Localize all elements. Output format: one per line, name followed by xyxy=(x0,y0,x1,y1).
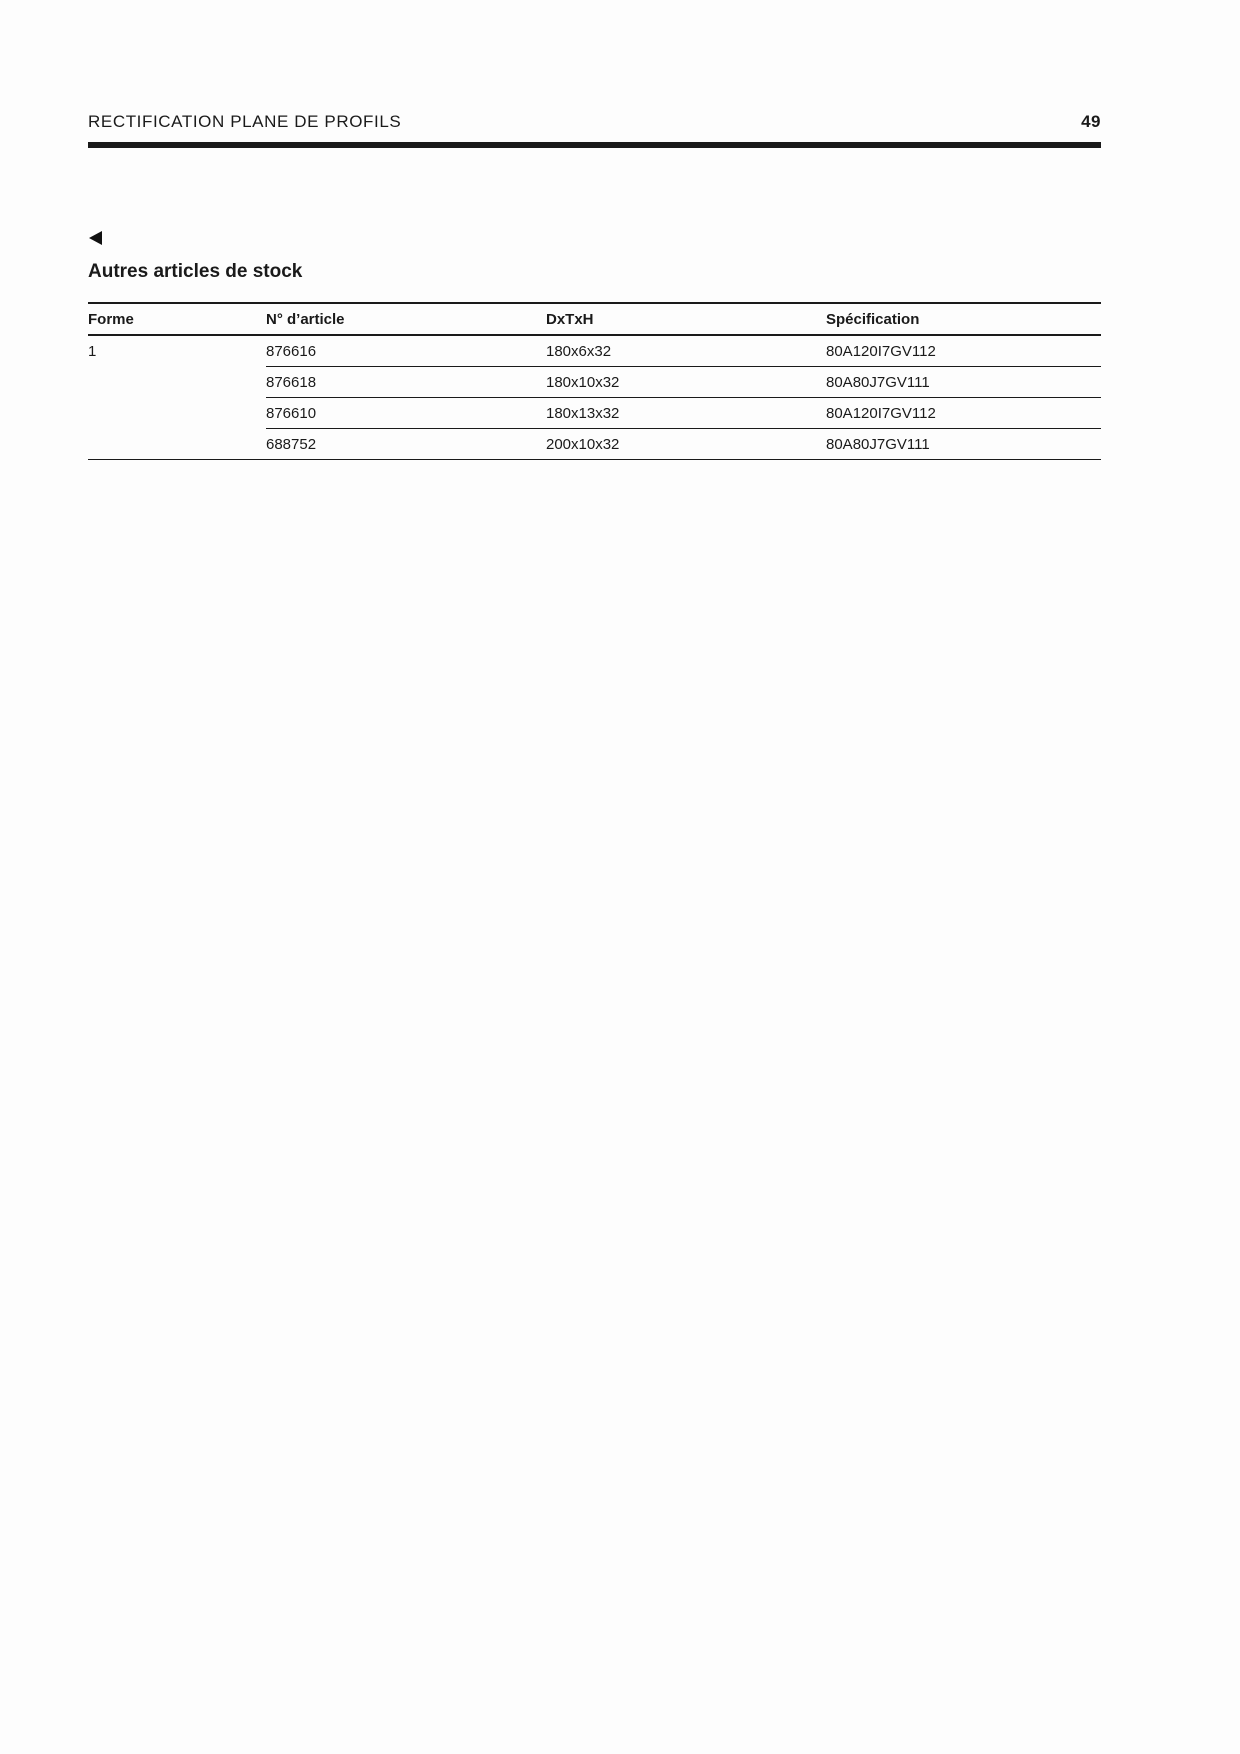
cell-specification: 80A80J7GV111 xyxy=(826,367,1101,398)
cell-forme: 1 xyxy=(88,342,97,360)
cell-article: 688752 xyxy=(266,429,546,460)
cell-forme-empty xyxy=(88,429,266,460)
column-header-dimensions: DxTxH xyxy=(546,303,826,335)
column-header-specification: Spécification xyxy=(826,303,1101,335)
cell-forme-empty xyxy=(88,398,266,429)
page-number: 49 xyxy=(1081,112,1101,131)
cell-article: 876610 xyxy=(266,398,546,429)
table-row xyxy=(88,429,1101,460)
cell-dimensions: 180x6x32 xyxy=(546,335,826,367)
header-title: RECTIFICATION PLANE DE PROFILS xyxy=(88,112,402,131)
cell-article: 876616 xyxy=(266,335,546,367)
section-title: Autres articles de stock xyxy=(88,261,303,282)
cell-dimensions: 180x13x32 xyxy=(546,398,826,429)
column-header-forme: Forme xyxy=(88,303,266,335)
cell-specification: 80A120I7GV112 xyxy=(826,398,1101,429)
triangle-left-icon[interactable] xyxy=(89,231,102,245)
table-row xyxy=(88,335,1101,367)
cell-specification: 80A80J7GV111 xyxy=(826,429,1101,460)
stock-table xyxy=(88,302,1101,460)
cell-specification: 80A120I7GV112 xyxy=(826,335,1101,367)
table-header-row xyxy=(88,303,1101,335)
header-rule xyxy=(88,142,1101,148)
page-header xyxy=(88,112,1101,134)
cell-dimensions: 200x10x32 xyxy=(546,429,826,460)
table-row xyxy=(88,367,1101,398)
cell-dimensions: 180x10x32 xyxy=(546,367,826,398)
table-row xyxy=(88,398,1101,429)
column-header-article: N° d’article xyxy=(266,303,546,335)
cell-forme-empty xyxy=(88,367,266,398)
cell-article: 876618 xyxy=(266,367,546,398)
